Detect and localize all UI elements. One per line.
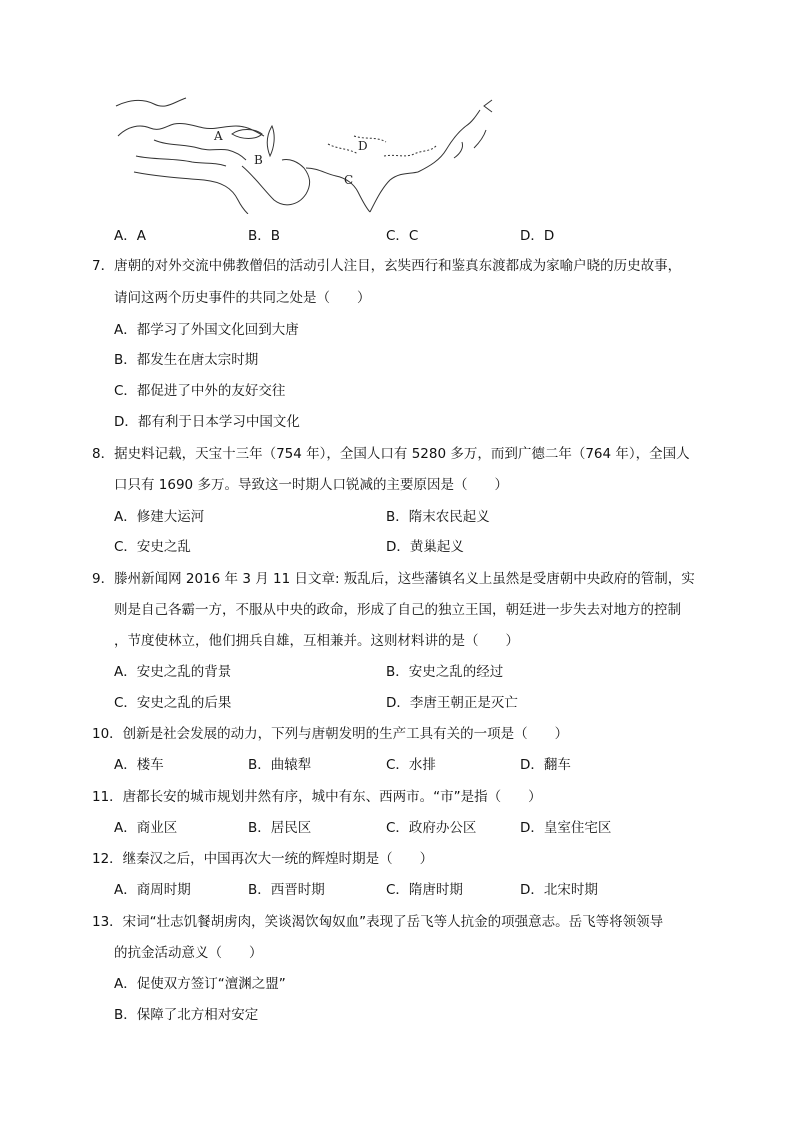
q11-option-b: B．居民区 <box>248 820 312 836</box>
q12-option-d: D．北宋时期 <box>520 882 598 898</box>
q6-option-a: A．A <box>114 228 146 244</box>
q8-option-a: A．修建大运河 <box>114 509 205 525</box>
q12-stem-line1: 12．继秦汉之后，中国再次大一统的辉煌时期是（ ） <box>92 851 434 867</box>
map-label-d: D <box>358 139 368 153</box>
q7-option-b: B．都发生在唐太宗时期 <box>114 352 259 368</box>
map-label-b: B <box>254 153 263 167</box>
q10-option-c: C．水排 <box>386 757 436 773</box>
q6-option-d: D．D <box>520 228 555 244</box>
q9-stem-line1: 9．滕州新闻网 2016 年 3 月 11 日文章: 叛乱后，这些藩镇名义上虽然是受唐朝中央政府的管制，实 <box>92 571 695 587</box>
q8-option-b: B．隋末农民起义 <box>386 509 490 525</box>
q10-option-a: A．楼车 <box>114 757 164 773</box>
q11-option-a: A．商业区 <box>114 820 178 836</box>
q7-option-c: C．都促进了中外的友好交往 <box>114 383 286 399</box>
q7-stem-line2: 请问这两个历史事件的共同之处是（ ） <box>114 290 371 306</box>
q9-option-b: B．安史之乱的经过 <box>386 664 504 680</box>
q8-option-d: D．黄巢起义 <box>386 539 464 555</box>
q6-option-b: B．B <box>248 228 281 244</box>
q11-option-d: D．皇室住宅区 <box>520 820 612 836</box>
q12-option-b: B．西晋时期 <box>248 882 325 898</box>
q8-stem-line1: 8．据史料记载，天宝十三年（754 年），全国人口有 5280 多万，而到广德二年（764 年），全国人 <box>92 446 690 462</box>
q9-stem-line2: 则是自己各霸一方，不服从中央的政命，形成了自己的独立王国，朝廷进一步失去对地方的控制 <box>114 602 681 618</box>
asia-map-figure <box>114 96 498 214</box>
q13-option-b: B．保障了北方相对安定 <box>114 1007 259 1023</box>
q6-option-c: C．C <box>386 228 419 244</box>
q13-option-a: A．促使双方签订“澶渊之盟” <box>114 976 286 992</box>
q11-option-c: C．政府办公区 <box>386 820 477 836</box>
map-label-c: C <box>344 173 354 187</box>
q7-option-d: D．都有利于日本学习中国文化 <box>114 414 300 430</box>
q12-option-a: A．商周时期 <box>114 882 191 898</box>
map-label-a: A <box>214 129 223 143</box>
q8-option-c: C．安史之乱 <box>114 539 191 555</box>
q9-stem-line3: ，节度使林立，他们拥兵自雄，互相兼并。这则材料讲的是（ ） <box>114 633 519 649</box>
q10-stem-line1: 10．创新是社会发展的动力，下列与唐朝发明的生产工具有关的一项是（ ） <box>92 726 569 742</box>
q10-option-b: B．曲辕犁 <box>248 757 312 773</box>
q13-stem-line1: 13．宋词“壮志饥餐胡虏肉，笑谈渴饮匈奴血”表现了岳飞等人抗金的项强意志。岳飞等将领领导 <box>92 914 664 930</box>
q7-option-a: A．都学习了外国文化回到大唐 <box>114 322 299 338</box>
q8-stem-line2: 口只有 1690 多万。导致这一时期人口锐减的主要原因是（ ） <box>114 477 508 493</box>
q9-option-a: A．安史之乱的背景 <box>114 664 232 680</box>
q12-option-c: C．隋唐时期 <box>386 882 463 898</box>
q9-option-c: C．安史之乱的后果 <box>114 695 232 711</box>
q10-option-d: D．翻车 <box>520 757 571 773</box>
q7-stem-line1: 7．唐朝的对外交流中佛教僧侣的活动引人注目，玄奘西行和鉴真东渡都成为家喻户晓的历史故事， <box>92 258 682 274</box>
q13-stem-line2: 的抗金活动意义（ ） <box>114 945 263 961</box>
q11-stem-line1: 11．唐都长安的城市规划井然有序，城中有东、西两市。“市”是指（ ） <box>92 789 542 805</box>
q9-option-d: D．李唐王朝正是灭亡 <box>386 695 518 711</box>
